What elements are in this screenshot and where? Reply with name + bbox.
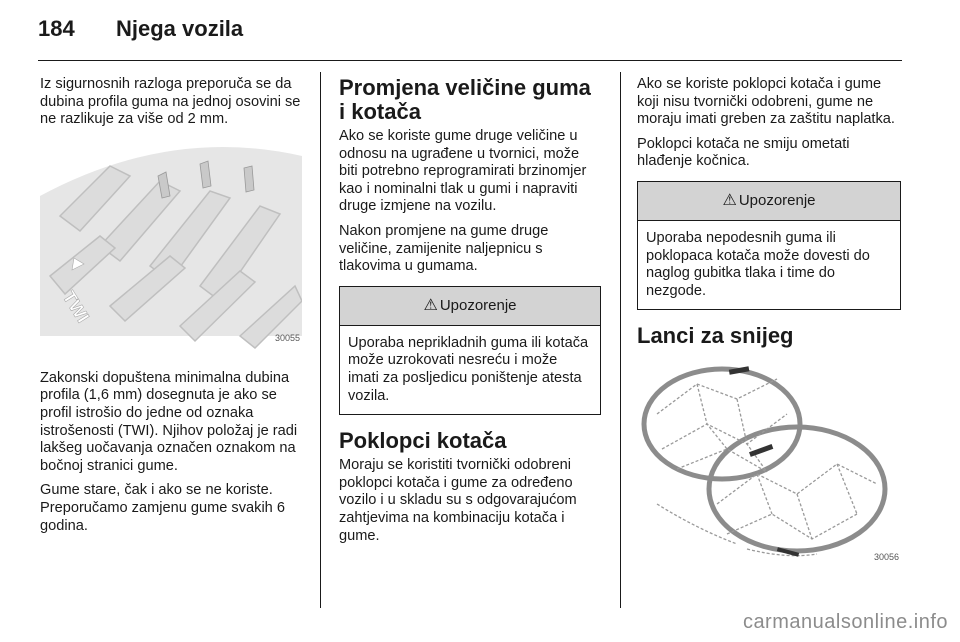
column-2 [339,76,601,552]
warning-title: Upozorenje [439,296,517,314]
image-number: 30055 [274,333,300,344]
page-header [38,16,902,50]
intro-paragraph: Iz sigurnosnih razloga preporuča se da dubina profila guma na jednoj osovini se ne razlikuje za više od 2 mm. [40,76,301,128]
page-title: Njega vozila [116,16,244,41]
tire-size-paragraph-2: Nakon promjene na gume druge veličine, zamijenite naljepnicu s tlakovima u gumama. [339,222,549,275]
column-1 [40,76,302,542]
warning-text: Uporaba neprikladnih guma ili kotača može uzrokovati nesreću i može imati za posljedicu poništenje atesta vozila. [348,334,589,404]
brake-cooling-paragraph: Poklopci kotača ne smiju ometati hlađenje kočnica. [637,135,850,170]
page-number: 184 [38,16,75,41]
twi-label: TWI [58,287,94,326]
twi-paragraph: Zakonski dopuštena minimalna dubina profila (1,6 mm) dosegnuta je ako se profil istrošio do jedne od oznaka istrošenosti (TWI). Njihov položaj je radi lakšeg uočavanja označen oznakom na bočnoj stranici gume. [40,369,298,474]
warning-text: Uporaba nepodesnih guma ili poklopaca kotača može dovesti do naglog gubitka tlaka i time do nezgode. [646,229,870,299]
warning-triangle-icon: ⚠ [423,296,438,314]
column-divider-1 [320,72,321,608]
warning-title: Upozorenje [738,192,816,210]
section-heading-tire-size: Promjena veličine guma i kotača [339,75,591,124]
wheel-covers-paragraph: Moraju se koristiti tvornički odobreni poklopci kotača i gume za određeno vozilo i u skladu su s odgovarajućom zahtjevima na kombinaciju kotača i gume. [339,457,577,544]
watermark: carmanualsonline.info [742,611,948,633]
warning-triangle-icon: ⚠ [722,192,737,210]
section-heading-snow-chains: Lanci za snijeg [637,323,794,349]
warning-box-2 [637,181,901,310]
snow-chain-illustration [637,354,901,568]
warning-header [340,287,600,326]
tire-age-paragraph: Gume stare, čak i ako se ne koriste. Preporučamo zamjenu gume svakih 6 godina. [40,482,285,534]
tire-size-paragraph-1: Ako se koriste gume druge veličine u odnosu na ugrađene u tvornici, može biti potrebno reprogramirati brzinomjer kao i nominalni tlak u gumi i napraviti druge izmjene na vozilu. [339,128,587,215]
image-number: 30056 [873,551,899,562]
column-3 [637,76,901,568]
warning-header [638,182,900,221]
wheel-covers-paragraph-2: Ako se koriste poklopci kotača i gume koji nisu tvornički odobreni, gume ne moraju imati greben za zaštitu naplatka. [637,76,895,128]
header-divider [38,60,902,61]
tire-tread-illustration [40,136,302,350]
section-heading-wheel-covers: Poklopci kotača [339,428,507,454]
warning-box-1 [339,286,601,415]
column-divider-2 [620,72,621,608]
